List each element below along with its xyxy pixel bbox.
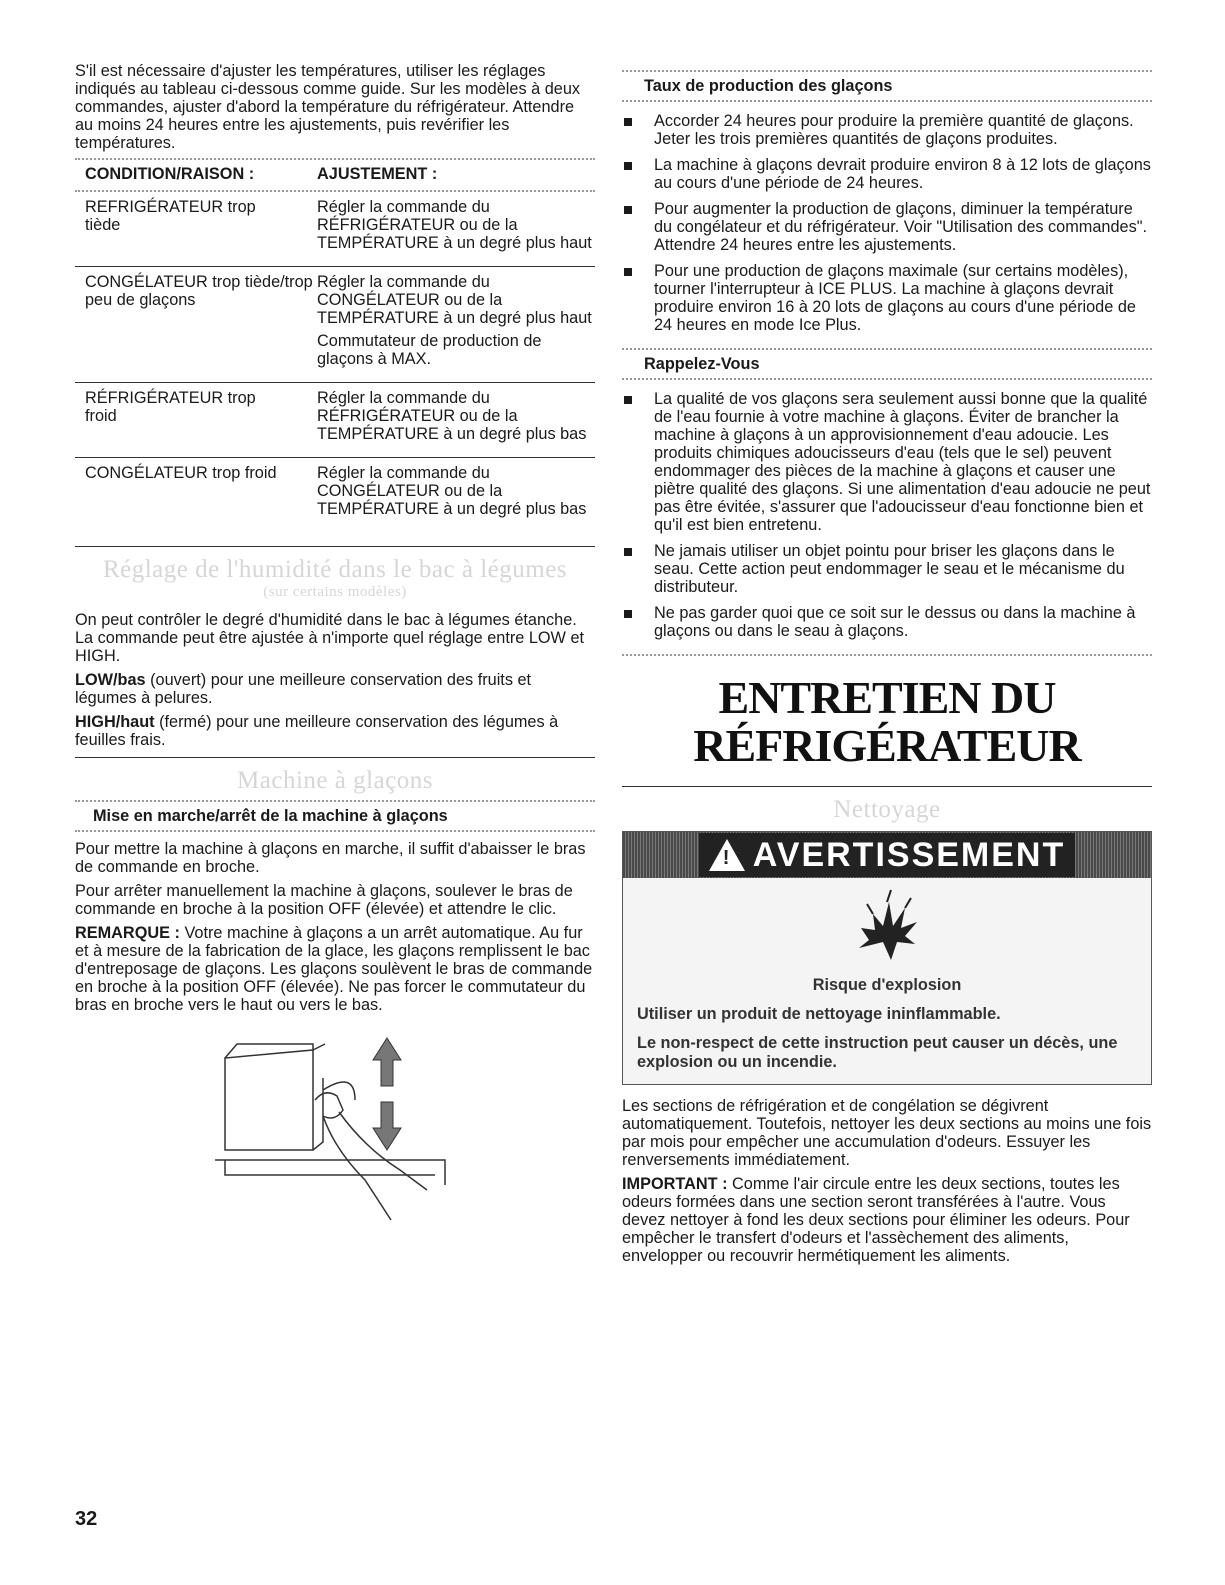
ice-paragraph-2: Pour arrêter manuellement la machine à glaçons, soulever le bras de commande en broche à la position OFF (élevée) et attendre le clic. [75,882,573,918]
divider [622,100,1152,102]
warning-risk: Risque d'explosion [812,976,962,994]
cleaning-paragraph: Les sections de réfrigération et de congélation se dégivrent automatiquement. Toutefois, nettoyer les deux sections au moins une fois par mois pour empêcher une accumulation d'odeurs. Essuyer les renversements immédiatement. [622,1097,1152,1169]
adjust-text: Commutateur de production de glaçons à MAX. [317,332,542,368]
table-cell-adjust [317,389,595,448]
low-paragraph [75,671,595,707]
header-condition: CONDITION/RAISON : [85,165,255,183]
explosion-icon [847,888,927,968]
warning-label [699,833,1076,877]
table-header [75,160,595,190]
important-label: IMPORTANT : [622,1175,728,1193]
list-item: Accorder 24 heures pour produire la première quantité de glaçons. Jeter les trois premières quantités de glaçons produites. [622,112,1152,148]
list-item: La qualité de vos glaçons sera seulement aussi bonne que la qualité de l'eau fournie à votre machine à glaçons. Éviter de brancher la machine à glaçons à un approvisionnement d'eau adoucie. Les produits chimiques adoucisseurs d'eau (tels que le sel) peuvent endommager des pièces de la machine à glaçons et causer une piètre qualité des glaçons. Si une alimentation d'eau adoucie ne peut pas être évitée, s'assurer que l'adoucisseur d'eau fonctionne bien et qu'il est bien entretenu. [622,390,1152,534]
humidity-section-subtitle: (sur certains modèles) [263,584,407,600]
table-cell-adjust [317,464,595,523]
ice-maker-illustration [215,1030,475,1230]
table-cell-condition: REFRIGÉRATEUR trop tiède [85,198,256,234]
divider [622,378,1152,380]
warning-box [622,831,1152,1085]
low-text: (ouvert) pour une meilleure conservation des fruits et légumes à pelures. [75,671,532,707]
adjust-text: Régler la commande du RÉFRIGÉRATEUR ou de la TEMPÉRATURE à un degré plus haut [317,198,592,252]
list-item: Ne pas garder quoi que ce soit sur le dessus ou dans la machine à glaçons ou dans le seau à glaçons. [622,604,1152,640]
adjust-text: Régler la commande du RÉFRIGÉRATEUR ou de la TEMPÉRATURE à un degré plus bas [317,389,587,443]
list-item: Pour une production de glaçons maximale (sur certains modèles), tourner l'interrupteur à ICE PLUS. La machine à glaçons devrait produire environ 16 à 20 lots de glaçons au cours d'une période de 24 heures en mode Ice Plus. [622,262,1152,334]
table-cell-adjust [317,273,595,373]
table-row [75,382,595,457]
warning-line-1: Utiliser un produit de nettoyage ininflammable. [637,1005,1001,1023]
ice-rate-subtitle: Taux de production des glaçons [644,77,893,95]
high-text: (fermé) pour une meilleure conservation des légumes à feuilles frais. [75,713,559,749]
cleaning-section-title: Nettoyage [833,796,941,823]
warning-header [623,832,1151,878]
right-column [622,70,1152,1271]
adjust-text: Régler la commande du CONGÉLATEUR ou de la TEMPÉRATURE à un degré plus haut [317,273,592,327]
remark-text: Votre machine à glaçons a un arrêt automatique. Au fur et à mesure de la fabrication de la glace, les glaçons remplissent le bac d'entreposage de glaçons. Les glaçons soulèvent le bras de commande en broche à la position OFF (élevée). Ne pas forcer le commutateur du bras en broche vers le haut ou vers le bas. [75,924,593,1014]
page-number: 32 [75,1508,98,1530]
high-label: HIGH/haut [75,713,155,731]
temperature-table [75,160,595,532]
humidity-section-title: Réglage de l'humidité dans le bac à légumes [102,556,568,583]
table-row [75,266,595,382]
table-cell-condition: CONGÉLATEUR trop tiède/trop peu de glaçons [85,273,313,309]
remark-paragraph [75,924,595,1014]
table-cell-condition: RÉFRIGÉRATEUR trop froid [85,389,256,425]
low-label: LOW/bas [75,671,146,689]
ice-onoff-subtitle: Mise en marche/arrêt de la machine à glaçons [93,807,448,825]
humidity-paragraph: On peut contrôler le degré d'humidité dans le bac à légumes étanche. La commande peut être ajustée à n'importe quel réglage entre LOW et HIGH. [75,611,585,665]
header-adjust: AJUSTEMENT : [317,165,438,183]
warning-label-text: AVERTISSEMENT [752,836,1066,874]
important-text: Comme l'air circule entre les deux sections, toutes les odeurs formées dans une section seront transférées à l'autre. Vous devez nettoyer à fond les deux sections pour éliminer les odeurs. Pour empêcher le transfert d'odeurs et l'assèchement des aliments, envelopper ou recouvrir hermétiquement les aliments. [622,1175,1130,1265]
high-paragraph [75,713,595,749]
list-item: Pour augmenter la production de glaçons, diminuer la température du congélateur et du réfrigérateur. Voir "Utilisation des commandes". Attendre 24 heures entre les ajustements. [622,200,1152,254]
remember-subtitle: Rappelez-Vous [644,355,760,373]
remember-list [622,390,1152,640]
divider [75,830,595,832]
remark-label: REMARQUE : [75,924,180,942]
list-item: Ne jamais utiliser un objet pointu pour briser les glaçons dans le seau. Cette action peut endommager le seau et le mécanisme du distributeur. [622,542,1152,596]
table-body [75,192,595,532]
warning-triangle-icon: ! [709,839,745,871]
ice-rate-list [622,112,1152,334]
ice-paragraph-1: Pour mettre la machine à glaçons en marche, il suffit d'abaisser le bras de commande en broche. [75,840,586,876]
adjust-text: Régler la commande du CONGÉLATEUR ou de la TEMPÉRATURE à un degré plus bas [317,464,587,518]
intro-paragraph: S'il est nécessaire d'ajuster les températures, utiliser les réglages indiqués au tableau ci-dessous comme guide. Sur les modèles à deux commandes, ajuster d'abord la température du réfrigérateur. Attendre au moins 24 heures entre les ajustements, puis revérifier les températures. [75,62,581,152]
warning-line-2: Le non-respect de cette instruction peut causer un décès, une explosion ou un incendie. [637,1034,1118,1071]
table-row [75,457,595,532]
left-column [75,62,595,1230]
list-item: La machine à glaçons devrait produire environ 8 à 12 lots de glaçons au cours d'une période de 24 heures. [622,156,1152,192]
table-cell-condition: CONGÉLATEUR trop froid [85,464,277,482]
table-row [75,192,595,266]
big-title-line-1: ENTRETIEN DU [718,672,1056,723]
important-paragraph [622,1175,1152,1265]
big-title-line-2: RÉFRIGÉRATEUR [693,720,1081,771]
ice-maker-section-title: Machine à glaçons [237,767,433,794]
table-cell-adjust [317,198,595,257]
